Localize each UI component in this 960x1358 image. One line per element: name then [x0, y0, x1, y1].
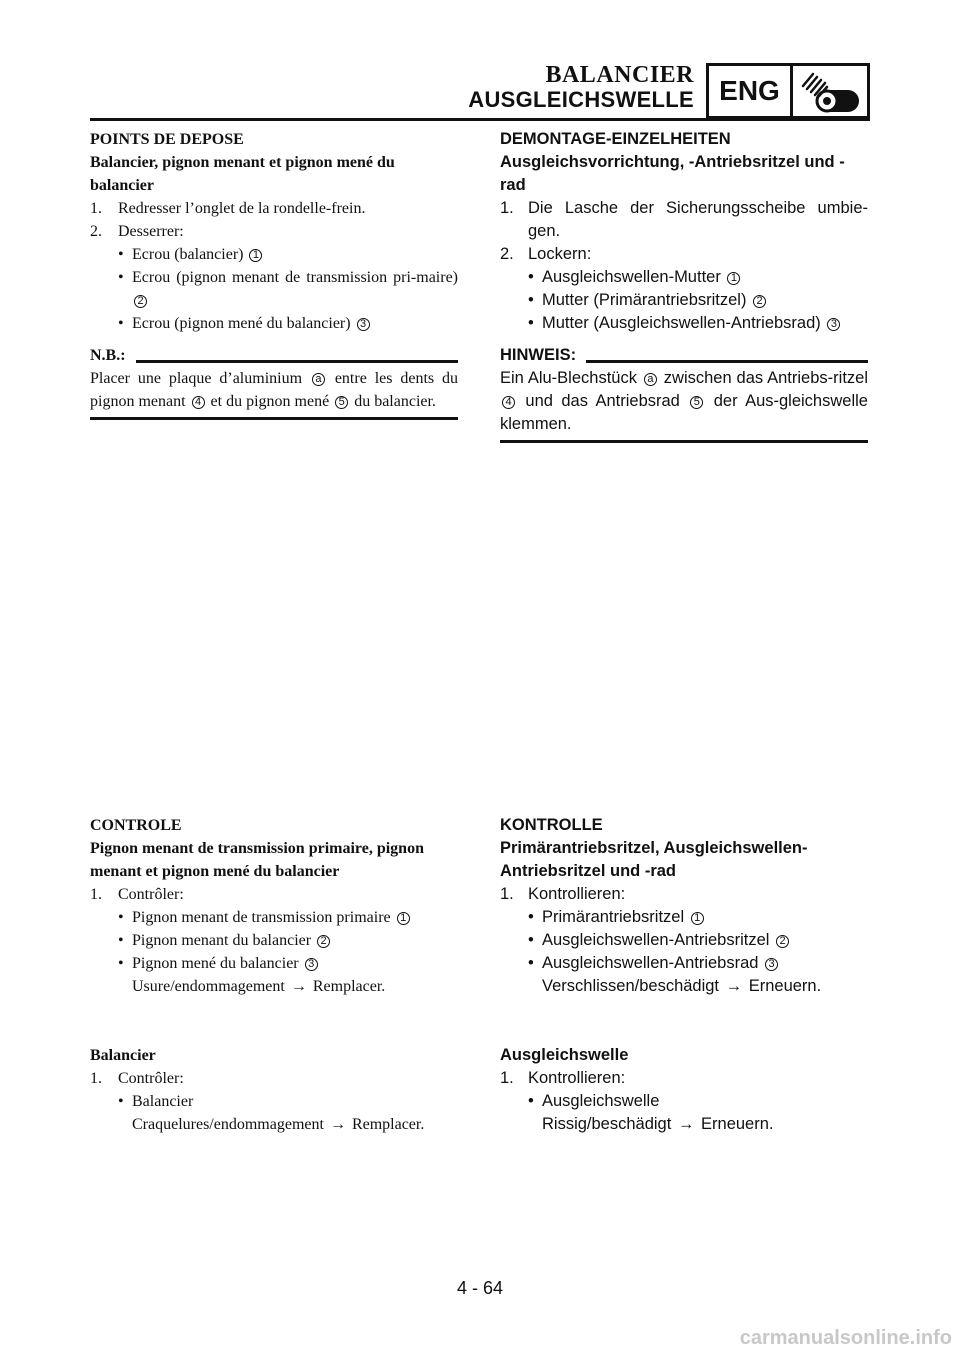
left-inspection-section	[90, 814, 458, 1136]
ref-marker: 2	[134, 295, 147, 308]
bullet: •	[118, 246, 124, 263]
arrow: →	[329, 1116, 346, 1133]
bullet-text: Balancier	[132, 1093, 194, 1110]
ref-marker: 1	[691, 912, 704, 925]
note-text: der Aus-gleichswelle klemmen.	[500, 392, 868, 433]
header-rule	[90, 118, 870, 121]
ref-marker: 2	[753, 295, 766, 308]
bullet-text: Pignon mené du balancier	[132, 955, 299, 972]
bullet-text: Mutter (Ausgleichswellen-Antriebsrad)	[542, 314, 821, 332]
bullet: •	[528, 291, 534, 309]
bullet: •	[118, 315, 124, 332]
note-label: N.B.:	[90, 347, 126, 364]
bullet: •	[118, 932, 124, 949]
note-text: zwischen das Antriebs-ritzel	[663, 369, 868, 387]
note-text: Placer une plaque d’aluminium	[90, 370, 303, 387]
ref-marker: 1	[727, 272, 740, 285]
bullet-text: Ausgleichswellen-Mutter	[542, 268, 721, 286]
bullet-text: Ecrou (balancier)	[132, 246, 244, 263]
bullet: •	[118, 269, 124, 286]
section-title: DEMONTAGE-EINZELHEITEN	[500, 130, 731, 148]
watermark: carmanualsonline.info	[739, 1327, 952, 1349]
header-title-fr: BALANCIER	[545, 62, 694, 88]
subsection-title: Ausgleichswelle	[500, 1046, 629, 1064]
subsection-title: Pignon menant de transmission primaire, pignon menant et pignon mené du balancier	[90, 840, 424, 880]
step-text: Kontrollieren:	[528, 1069, 626, 1087]
note-box	[500, 347, 868, 443]
ref-marker: 5	[335, 396, 348, 409]
bullet: •	[118, 909, 124, 926]
bullet: •	[528, 931, 534, 949]
ref-marker: 3	[357, 318, 370, 331]
note-label: HINWEIS:	[500, 346, 577, 364]
ref-marker: a	[312, 373, 325, 386]
step-text: Contrôler:	[118, 886, 184, 903]
bullet-text: Ecrou (pignon mené du balancier)	[132, 315, 351, 332]
note-box	[90, 347, 458, 420]
engine-wrench-icon	[790, 63, 870, 119]
bullet-text: Ecrou (pignon menant de transmission pri-maire)	[132, 269, 458, 286]
bullet: •	[528, 908, 534, 926]
result-text: Craquelures/endommagement	[132, 1116, 324, 1133]
arrow: →	[677, 1115, 695, 1133]
ref-marker: 1	[397, 912, 410, 925]
result-text: Usure/endommagement	[132, 978, 285, 995]
left-removal-section	[90, 128, 458, 420]
subsection-title: Primärantriebsritzel, Ausgleichswellen-Antriebsritzel und -rad	[500, 839, 808, 880]
bullet: •	[528, 314, 534, 332]
step-number: 1.	[500, 1069, 514, 1087]
step-number: 1.	[500, 885, 514, 903]
right-inspection-section	[500, 814, 868, 1136]
right-removal-section	[500, 128, 868, 443]
header-title-de: AUSGLEICHSWELLE	[468, 87, 694, 112]
step-number: 1.	[90, 200, 102, 217]
action-text: Erneuern.	[701, 1115, 774, 1133]
bullet: •	[118, 955, 124, 972]
ref-marker: 4	[502, 396, 515, 409]
ref-marker: 2	[317, 935, 330, 948]
note-text: et du pignon mené	[210, 393, 330, 410]
bullet-text: Ausgleichswellen-Antriebsritzel	[542, 931, 770, 949]
bullet: •	[528, 954, 534, 972]
eng-badge: ENG	[706, 63, 790, 119]
section-title: POINTS DE DEPOSE	[90, 131, 244, 148]
section-title: KONTROLLE	[500, 816, 603, 834]
bullet-text: Pignon menant de transmission primaire	[132, 909, 391, 926]
subsection-title: Ausgleichsvorrichtung, -Antriebsritzel und -rad	[500, 153, 845, 194]
step-text: Kontrollieren:	[528, 885, 626, 903]
result-text: Verschlissen/beschädigt	[542, 977, 720, 995]
action-text: Erneuern.	[748, 977, 822, 995]
subsection-title: Balancier	[90, 1047, 156, 1064]
section-title: CONTROLE	[90, 817, 182, 834]
note-text: und das Antriebsrad	[525, 392, 680, 410]
step-text: Lockern:	[528, 245, 592, 263]
note-text: du balancier.	[354, 393, 436, 410]
note-text: entre les dents du pignon menant	[90, 370, 459, 410]
step-text: Redresser l’onglet de la rondelle-frein.	[118, 200, 366, 217]
ref-marker: 4	[192, 396, 205, 409]
page-number: 4 - 64	[456, 1278, 504, 1298]
bullet: •	[528, 1092, 534, 1110]
action-text: Remplacer.	[351, 1116, 425, 1133]
note-text: Ein Alu-Blechstück	[500, 369, 637, 387]
bullet-text: Primärantriebsritzel	[542, 908, 685, 926]
subsection-title: Balancier, pignon menant et pignon mené du balancier	[90, 154, 395, 194]
step-text: Die Lasche der Sicherungsscheibe umbie-gen.	[528, 199, 868, 240]
bullet-text: Mutter (Primärantriebsritzel)	[542, 291, 747, 309]
step-number: 1.	[500, 199, 514, 217]
step-number: 1.	[90, 1070, 102, 1087]
step-text: Desserrer:	[118, 223, 184, 240]
result-text: Rissig/beschädigt	[542, 1115, 672, 1133]
ref-marker: 3	[765, 958, 778, 971]
step-number: 2.	[500, 245, 514, 263]
step-text: Contrôler:	[118, 1070, 184, 1087]
bullet-text: Ausgleichswelle	[542, 1092, 660, 1110]
ref-marker: 3	[827, 318, 840, 331]
ref-marker: 3	[305, 958, 318, 971]
arrow: →	[725, 977, 743, 995]
bullet: •	[528, 268, 534, 286]
bullet-text: Ausgleichswellen-Antriebsrad	[542, 954, 759, 972]
ref-marker: 1	[249, 249, 262, 262]
ref-marker: 2	[776, 935, 789, 948]
arrow: →	[290, 978, 307, 995]
ref-marker: a	[644, 373, 657, 386]
step-number: 1.	[90, 886, 102, 903]
bullet: •	[118, 1093, 124, 1110]
step-number: 2.	[90, 223, 102, 240]
action-text: Remplacer.	[312, 978, 386, 995]
bullet-text: Pignon menant du balancier	[132, 932, 312, 949]
ref-marker: 5	[690, 396, 703, 409]
